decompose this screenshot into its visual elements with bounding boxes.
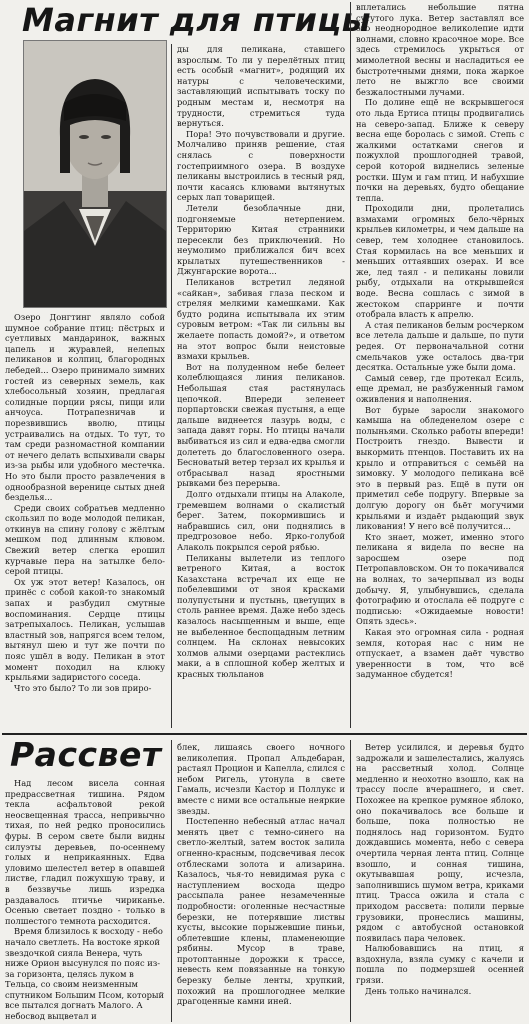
paragraph: Кто знает, может, именно этого пеликана я видела по весне на заросшем озере под Петропавловском. Он то покачивался на волнах, то зачерпывал из воды добычу. Я, улыбнувшись, сделала фотографию и отослала её подруге с подписью: «Ожидаемые новости! Опять здесь».	[356, 531, 524, 627]
article2-column-1	[5, 778, 165, 1022]
column-divider	[350, 740, 351, 1022]
paragraph: Вот на полуденном небе белеет колеблющаяся линия пеликанов. Небольшая стая растянулась цепочкой. Впереди зеленеет порпартовски свежая пустыня, а еще дальше виднеется лазурь воды, с запада давят горы. Но птицы начали выбиваться из сил и едва-едва смогли долететь до благословенного озера. Бесноватый ветер терзал их крылья и отбрасывал назад яростными рывками без перерыва.	[177, 361, 345, 489]
paragraph: Над лесом висела сонная предрассветная тишина. Рядом текла асфальтовой рекой неосвещенная трасса, непривычно тихая, по ней редко проносились фуры. В сером свете были видны силуэты деревьев, по-осеннему голых и неприкаянных. Едва уловимо шелестел ветер в опавшей листве, гладил пожухшую траву, и в беззвучье лишь изредка раздавалось птичье чириканье. Осенью светает поздно - только в полшестого темнота расходится.	[5, 778, 165, 926]
column-divider	[350, 2, 351, 728]
paragraph: А стая пеликанов белым росчерком все летела дальше и дальше, по пути редея. От первоначальной сотни смельчаков уже осталось два-три десятка. Остальные уже были дома.	[356, 319, 524, 373]
paragraph: Пора! Это почувствовали и другие. Молчаливо приняв решение, стая снялась с поверхности гостеприимного озера. В воздухе пеликаны выстроились в тесный ряд, почти касаясь клювами вытянутых серых лап товарищей.	[177, 128, 345, 203]
paragraph: Что это было? То ли зов приро-	[14, 682, 152, 693]
column-divider	[171, 44, 172, 728]
article-headline-magnet: Магнит для птицы	[22, 1, 372, 39]
paragraph: Самый север, где протекал Есиль, еще дремал, не разбуженный гамом оживления и наполнения.	[356, 372, 524, 404]
article1-column-2	[177, 44, 345, 734]
article1-column-1	[5, 312, 165, 722]
article2-column-3	[356, 742, 524, 1022]
article-headline-dawn: Рассвет	[10, 735, 162, 774]
author-photo	[23, 40, 167, 308]
paragraph: Ох уж этот ветер! Казалось, он принёс с собой какой-то знакомый запах и разбудил смутные воспоминания. Сердце птицы затрепыхалось. Пеликан, услышав властный зов, напрягся всем телом, вытянул шею и тут же почти по пояс ушёл в воду. Пеликан в этот момент походил на клюку крыльями задиристого соседа.	[5, 576, 165, 683]
paragraph: Среди своих собратьев медленно скользил по воде молодой пеликан, откинув на спину голову с жёлтым мешком под длинным клювом. Свежий ветер слегка ерошил курчавые пера на затылке бело-серой птицы.	[5, 502, 165, 577]
paragraph: вплетались небольшие пятна сутутого лука. Ветер заставлял все это неоднородное великолепие идти волнами, словно красочное море. Все здесь стремилось укрыться от мимолетной весны и насладиться ее быстротечными днями, пока жаркое лето не выжгло все своими безжалостными лучами.	[356, 2, 524, 97]
portrait-image	[24, 41, 166, 307]
paragraph: Время близилось к восходу - небо начало светлеть. На востоке яркой звездочкой сияла Венера, чуть ниже Орион высунулся по пояс из-за горизонта, целясь луком в Тельца, со своим неизменным спутником Большим Псом, который все пытался догнать Малого. А небосвод выцветал и	[5, 926, 165, 1022]
paragraph: Пеликаны вылетели из теплого ветреного Китая, а восток Казахстана встречал их еще не побелевшими от зноя красками полупустыни и пустынь, цветущих в столь раннее время. Даже небо здесь казалось насыщенным и выше, еще не выбеленное беспощадным летним солнцем. На склонах невысоких холмов алыми озерцами растеклись маки, а в сплошной кобер желтых и красных тюльпанов	[177, 552, 345, 680]
paragraph: Пеликанов встретил ледяной «сайкан», забивая глаза песком и стреляя мелкими камешками. Как будто родина испытывала их этим суровым ветром: «Так ли сильны вы желаете попасть домой?», и ответом на этот вопрос были неистовые взмахи крыльев.	[177, 277, 345, 362]
paragraph: Налюбовавшись на птиц, я вздохнула, взяла сумку с качели и пошла по подмерзшей осенней грязи.	[356, 943, 524, 986]
column-divider	[171, 740, 172, 1022]
paragraph: Проходили дни, пролетались взмахами огромных бело-чёрных крыльев километры, и чем дальше на север, тем холоднее становилось. Стая кормилась на все меньших и меньших оттаявших озерах. И все же, лед таял - и пеликаны ловили рыбу, отдыхали на открывшейся воде. Весна сошлась с зимой в жестоком спарринге и почти отобрала власть к апрелю.	[356, 203, 524, 320]
paragraph: По долине ещё не вскрывшегося ото льда Ертиса птицы продвигались на северо-запад. Ближе к северу весна еще боролась с зимой. Степь с жалкими остатками снегов и пожухлой прошлогодней травой, серой которой виднелись зеленые ростки. Шум и гам птиц. И набухшие почки на деревьях, будто обещание тепла.	[356, 97, 524, 203]
paragraph: блек, лишаясь своего ночного великолепия. Пропал Альдебаран, растаял Процион и Капелла, слился с небом Ригель, утонула в свете Гамаль, исчезли Кастор и Поллукс и вместе с ними все остальные неяркие звезды.	[177, 742, 345, 816]
paragraph: Долго отдыхали птицы на Алаколе, гремевшем волнами о скалистый берег. Затем, покормившись и набравшись сил, они поднялись в предгрозовое небо. Ярко-голубой Алаколь покрылся серой рябью.	[177, 488, 345, 552]
paragraph: ды для пеликана, ставшего взрослым. То ли у перелётных птиц есть особый «магнит», родящий их натуры с человеческими, заставляющий испытывать тоску по родным местам и, несмотря на трудности, стремиться туда вернуться.	[177, 44, 345, 129]
paragraph: Озеро Донгтинг являло собой шумное собрание птиц: пёстрых и суетливых мандаринок, важных цапель и журавлей, нелепых пеликанов и колпиц, благородных лебедей... Озеро принимало зимних гостей из северных земель, как хлебосольный хозяин, предлагая солидные порции рясы, пищи или анчоуса. Потрапезничав и порезвившись вволю, птицы устраивались на отдых. То тут, то там среди разномастной компании от нечего делать вспыхивали свары из-за рыбы или удобного местечка. Но это были просто развлечения в однообразной веренице сытых дней безделья...	[5, 312, 165, 503]
paragraph: Постепенно небесный атлас начал менять цвет с темно-синего на светло-желтый, затем восток залила огненно-красным, подсвечивая лесок отблесками золота и ализарина. Казалось, чья-то невидимая рука с наступлением восхода щедро рассыпала ранее незамеченные подробности: оголенные несчастные березки, не потерявшие листвы кусты, высокие порыжевшие пиньи, облетевшие клены, пламенеющие рябины. Мусор в траве, протоптанные дорожки к трассе, невесть кем повязанные на тонкую березку белые ленты, хрупкий, похожий на прошлогоднее мелкие драгоценные камни иней.	[177, 816, 345, 1007]
paragraph: Летели безоблачные дни, подгоняемые нетерпением. Территорию Китая странники пересекли без приключений. Но неумолимо приближался бич всех крылатых путешественников - Джунгарские ворота...	[177, 202, 345, 277]
paragraph: Какая это огромная сила - родная земля, которая нас с ним не отпускает, а взамен даёт чувство уверенности в том, что всё задуманное сбудется!	[356, 627, 524, 680]
article2-column-2	[177, 742, 345, 1022]
paragraph: Ветер усилился, и деревья будто задрожали и зашелестались, жалуясь на рассветный холод. Солнце медленно и неохотно взошло, как на трассу после вчерашнего, и свет. Похожее на крепкое румяное яблоко, оно покачивалось все больше и больше, пока полностью не поднялось над горизонтом. Будто дождавшись момента, небо с севера очертила черная лента птиц. Солнце взошло, и сонная тишина, окутывавшая рощу, исчезла, заполнившись шумом ветра, криками птиц. Трасса ожила и стала с приходом рассвета: полили первые грузовики, пронеслись машины, рядом с автобусной остановкой появилась пара человек.	[356, 742, 524, 943]
paragraph: Вот бурые заросли знакомого камыша на обледенелом озере с полыньями. Сколько работы впереди! Построить гнездо. Вывести и выкормить птенцов. Поставить их на крыло и отправиться с семьёй на зимовку. У молодого пеликана всё это в первый раз. Ещё в пути он приметил себе подругу. Впервые за долгую дорогу он бьёт могучими крыльями и издаёт рыдающий звук ликования! У него всё получится...	[356, 404, 524, 532]
paragraph: День только начинался.	[365, 985, 472, 996]
article1-column-3	[356, 2, 524, 730]
